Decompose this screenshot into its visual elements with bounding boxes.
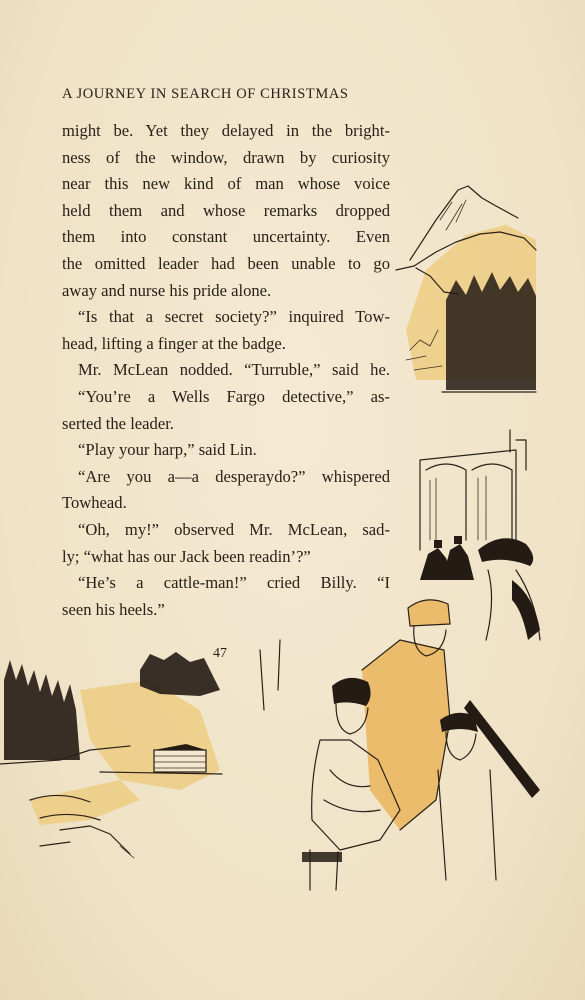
text-line: near this new kind of man whose voice: [62, 174, 390, 194]
text-line: “He’s a cattle-man!” cried Billy. “I: [78, 573, 390, 593]
text-line: seen his heels.”: [62, 599, 165, 619]
text-line: the omitted leader had been unable to go: [62, 253, 390, 273]
text-line: ness of the window, drawn by curiosity: [62, 147, 390, 167]
text-line: “Play your harp,” said Lin.: [78, 440, 257, 460]
text-line: Mr. McLean nodded. “Turruble,” said he.: [78, 360, 390, 380]
text-line: Towhead.: [62, 493, 127, 513]
text-line: ly; “what has our Jack been readin’?”: [62, 546, 311, 566]
text-line: away and nurse his pride alone.: [62, 280, 272, 300]
text-line: them into constant uncertainty. Even: [62, 227, 390, 247]
text-line: held them and whose remarks dropped: [62, 200, 390, 220]
boys-figures-illustration: [250, 590, 550, 890]
running-head: A JOURNEY IN SEARCH OF CHRISTMAS: [62, 86, 349, 102]
text-line: “Is that a secret society?” inquired Tow-: [78, 307, 390, 327]
page-number: 47: [213, 646, 227, 661]
text-line: might be. Yet they delayed in the bright-: [62, 121, 390, 140]
cabin-woods-illustration: [0, 650, 232, 870]
text-line: “You’re a Wells Fargo detective,” as-: [78, 386, 390, 406]
body-text: [62, 118, 390, 623]
text-line: head, lifting a finger at the badge.: [62, 333, 286, 353]
text-line: “Are you a—a desperaydo?” whispered: [78, 466, 390, 486]
text-line: serted the leader.: [62, 413, 174, 433]
text-line: “Oh, my!” observed Mr. McLean, sad-: [78, 519, 390, 539]
mountain-landscape-illustration: [396, 180, 546, 400]
